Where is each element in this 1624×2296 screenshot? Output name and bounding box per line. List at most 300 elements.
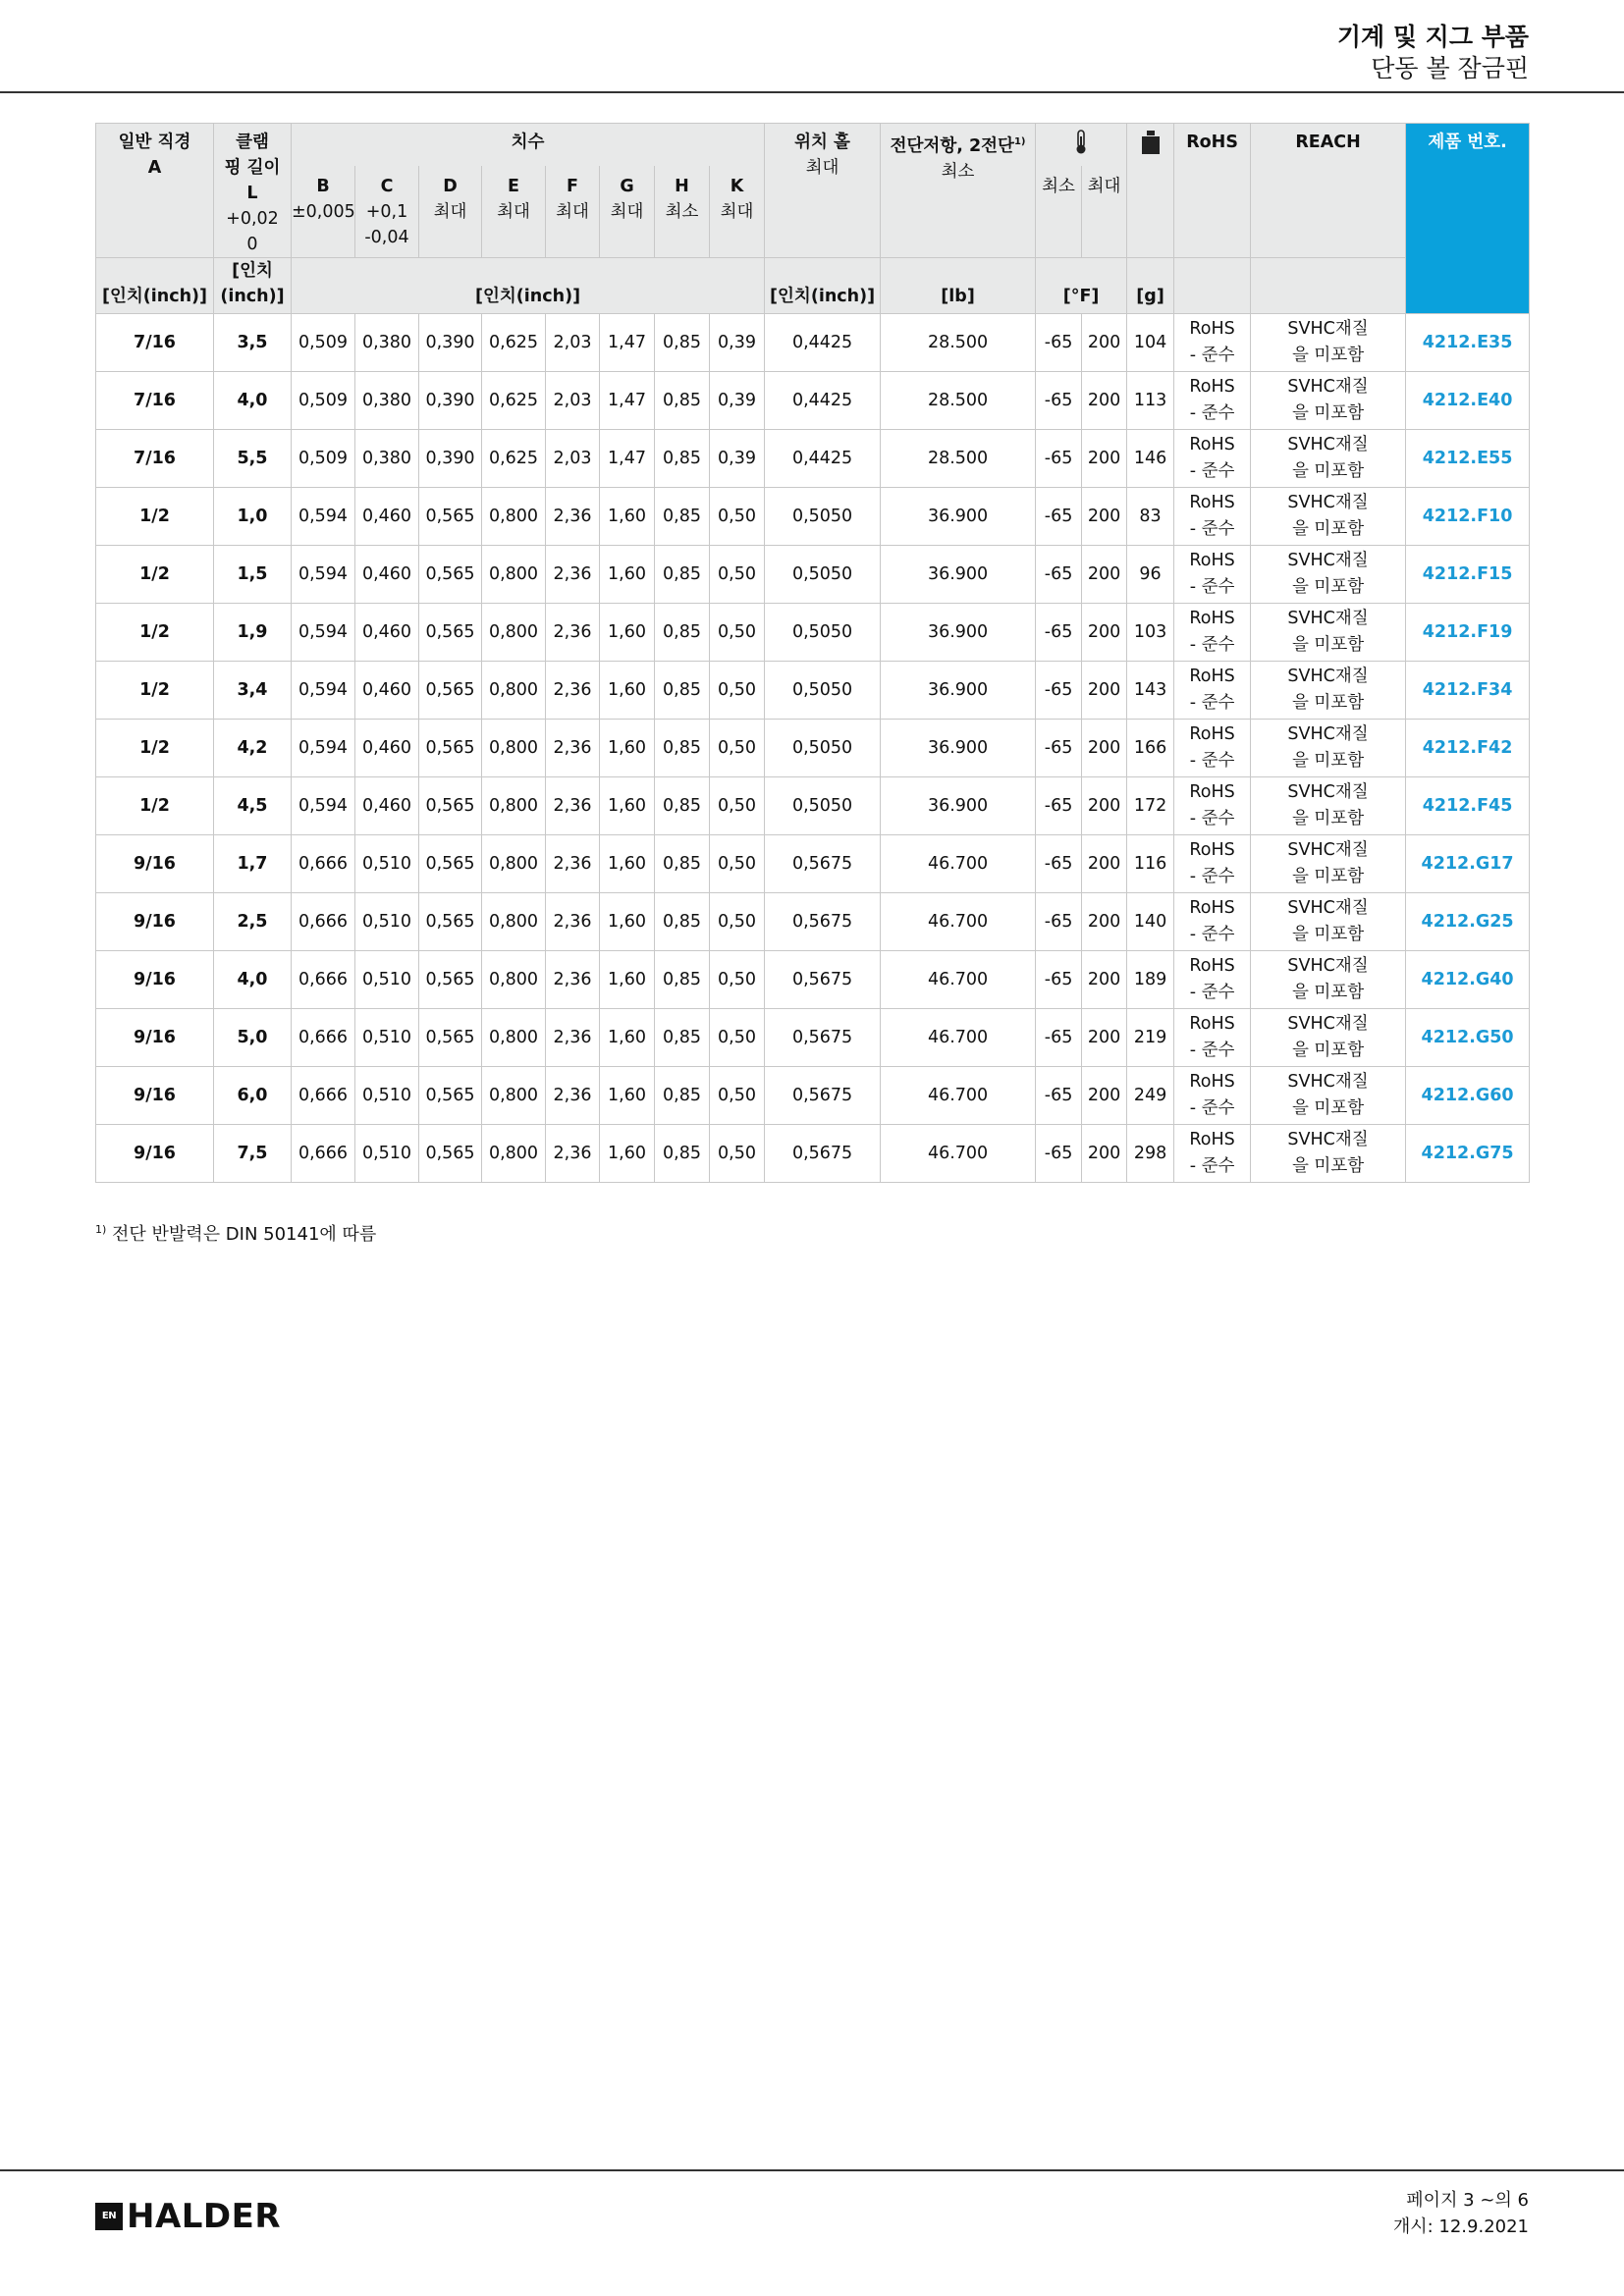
cell-shear-strength: 36.900 — [881, 604, 1036, 662]
cell-weight: 116 — [1127, 835, 1174, 893]
cell-temp-min: -65 — [1036, 604, 1082, 662]
cell-nominal-diameter: 9/16 — [96, 951, 214, 1009]
cell-weight: 143 — [1127, 662, 1174, 720]
cell-dim-h: 0,85 — [655, 951, 710, 1009]
cell-dim-g: 1,47 — [600, 314, 655, 372]
cell-dim-k: 0,50 — [710, 1125, 765, 1183]
cell-weight: 249 — [1127, 1067, 1174, 1125]
cell-rohs: RoHS - 준수 — [1174, 488, 1251, 546]
logo-text: HALDER — [127, 2197, 282, 2236]
cell-reach: SVHC재질 을 미포함 — [1251, 720, 1406, 777]
cell-dim-h: 0,85 — [655, 546, 710, 604]
cell-clamping-length: 6,0 — [214, 1067, 292, 1125]
cell-shear-strength: 46.700 — [881, 1009, 1036, 1067]
cell-clamping-length: 4,2 — [214, 720, 292, 777]
cell-dim-e: 0,800 — [482, 720, 546, 777]
cell-dim-h: 0,85 — [655, 372, 710, 430]
cell-rohs: RoHS - 준수 — [1174, 430, 1251, 488]
cell-temp-max: 200 — [1082, 720, 1127, 777]
cell-temp-max: 200 — [1082, 488, 1127, 546]
cell-dim-e: 0,800 — [482, 1067, 546, 1125]
cell-product-number[interactable]: 4212.G17 — [1406, 835, 1530, 893]
cell-rohs: RoHS - 준수 — [1174, 372, 1251, 430]
cell-dim-e: 0,800 — [482, 1125, 546, 1183]
cell-temp-max: 200 — [1082, 662, 1127, 720]
cell-dim-c: 0,510 — [355, 951, 419, 1009]
col-dim-f: F 최대 — [546, 166, 600, 257]
cell-reach: SVHC재질 을 미포함 — [1251, 662, 1406, 720]
cell-nominal-diameter: 1/2 — [96, 488, 214, 546]
cell-temp-max: 200 — [1082, 1067, 1127, 1125]
cell-reach: SVHC재질 을 미포함 — [1251, 777, 1406, 835]
table-row — [96, 720, 1530, 777]
cell-dim-b: 0,666 — [292, 835, 355, 893]
cell-dim-b: 0,594 — [292, 720, 355, 777]
cell-temp-min: -65 — [1036, 430, 1082, 488]
cell-dim-g: 1,60 — [600, 604, 655, 662]
cell-shear-strength: 46.700 — [881, 1067, 1036, 1125]
cell-temp-min: -65 — [1036, 314, 1082, 372]
cell-rohs: RoHS - 준수 — [1174, 662, 1251, 720]
cell-temp-min: -65 — [1036, 1125, 1082, 1183]
col-clamping-length: 클램 핑 길이 L +0,02 0 — [214, 124, 292, 258]
cell-dim-c: 0,460 — [355, 546, 419, 604]
cell-dim-g: 1,47 — [600, 430, 655, 488]
cell-position-hole: 0,4425 — [765, 430, 881, 488]
cell-dim-k: 0,50 — [710, 720, 765, 777]
cell-dim-h: 0,85 — [655, 314, 710, 372]
cell-dim-c: 0,460 — [355, 720, 419, 777]
cell-rohs: RoHS - 준수 — [1174, 1067, 1251, 1125]
cell-nominal-diameter: 9/16 — [96, 1009, 214, 1067]
cell-dim-c: 0,380 — [355, 372, 419, 430]
cell-dim-g: 1,60 — [600, 720, 655, 777]
col-rohs: RoHS — [1174, 124, 1251, 258]
cell-position-hole: 0,5050 — [765, 662, 881, 720]
table-row — [96, 314, 1530, 372]
cell-clamping-length: 7,5 — [214, 1125, 292, 1183]
cell-position-hole: 0,5675 — [765, 1125, 881, 1183]
col-shear-strength: 전단저항, 2전단$^{1)}$ 최소 — [881, 124, 1036, 258]
cell-weight: 104 — [1127, 314, 1174, 372]
cell-dim-h: 0,85 — [655, 835, 710, 893]
cell-nominal-diameter: 1/2 — [96, 777, 214, 835]
cell-dim-e: 0,800 — [482, 893, 546, 951]
cell-dim-c: 0,460 — [355, 604, 419, 662]
cell-reach: SVHC재질 을 미포함 — [1251, 951, 1406, 1009]
cell-position-hole: 0,5050 — [765, 720, 881, 777]
cell-clamping-length: 1,9 — [214, 604, 292, 662]
cell-temp-max: 200 — [1082, 951, 1127, 1009]
cell-clamping-length: 1,7 — [214, 835, 292, 893]
unit-weight: [g] — [1127, 258, 1174, 314]
table-row — [96, 488, 1530, 546]
cell-weight: 103 — [1127, 604, 1174, 662]
cell-dim-k: 0,50 — [710, 1067, 765, 1125]
cell-dim-k: 0,50 — [710, 546, 765, 604]
cell-dim-e: 0,625 — [482, 372, 546, 430]
cell-dim-f: 2,36 — [546, 1067, 600, 1125]
cell-clamping-length: 4,0 — [214, 951, 292, 1009]
cell-dim-d: 0,390 — [419, 430, 482, 488]
table-row — [96, 1067, 1530, 1125]
cell-temp-min: -65 — [1036, 1067, 1082, 1125]
cell-nominal-diameter: 1/2 — [96, 546, 214, 604]
cell-dim-h: 0,85 — [655, 1009, 710, 1067]
cell-dim-d: 0,565 — [419, 777, 482, 835]
cell-weight: 146 — [1127, 430, 1174, 488]
cell-dim-k: 0,50 — [710, 1009, 765, 1067]
cell-dim-b: 0,594 — [292, 662, 355, 720]
cell-dim-e: 0,800 — [482, 488, 546, 546]
cell-temp-min: -65 — [1036, 1009, 1082, 1067]
cell-dim-h: 0,85 — [655, 1125, 710, 1183]
cell-shear-strength: 36.900 — [881, 777, 1036, 835]
unit-reach — [1251, 258, 1406, 314]
cell-dim-f: 2,36 — [546, 546, 600, 604]
cell-temp-min: -65 — [1036, 951, 1082, 1009]
cell-dim-g: 1,60 — [600, 835, 655, 893]
cell-dim-f: 2,03 — [546, 372, 600, 430]
cell-dim-c: 0,460 — [355, 488, 419, 546]
cell-product-number[interactable]: 4212.G75 — [1406, 1125, 1530, 1183]
col-temp-max: 최대 — [1082, 166, 1127, 257]
cell-temp-max: 200 — [1082, 546, 1127, 604]
cell-dim-b: 0,509 — [292, 372, 355, 430]
cell-position-hole: 0,4425 — [765, 314, 881, 372]
cell-temp-max: 200 — [1082, 430, 1127, 488]
page-info — [1393, 2187, 1529, 2240]
cell-shear-strength: 28.500 — [881, 430, 1036, 488]
cell-dim-b: 0,594 — [292, 546, 355, 604]
cell-temp-max: 200 — [1082, 604, 1127, 662]
cell-temp-min: -65 — [1036, 546, 1082, 604]
cell-rohs: RoHS - 준수 — [1174, 1009, 1251, 1067]
cell-temp-min: -65 — [1036, 372, 1082, 430]
cell-dim-g: 1,60 — [600, 662, 655, 720]
cell-dim-c: 0,460 — [355, 662, 419, 720]
cell-clamping-length: 1,5 — [214, 546, 292, 604]
cell-dim-f: 2,36 — [546, 1009, 600, 1067]
table-row — [96, 1125, 1530, 1183]
cell-rohs: RoHS - 준수 — [1174, 720, 1251, 777]
cell-shear-strength: 46.700 — [881, 1125, 1036, 1183]
cell-reach: SVHC재질 을 미포함 — [1251, 314, 1406, 372]
cell-dim-h: 0,85 — [655, 662, 710, 720]
cell-dim-h: 0,85 — [655, 488, 710, 546]
cell-dim-g: 1,60 — [600, 951, 655, 1009]
col-temp-min: 최소 — [1036, 166, 1082, 257]
table-row — [96, 546, 1530, 604]
cell-temp-max: 200 — [1082, 1009, 1127, 1067]
cell-position-hole: 0,5675 — [765, 893, 881, 951]
cell-dim-d: 0,565 — [419, 604, 482, 662]
cell-dim-c: 0,510 — [355, 893, 419, 951]
cell-dim-c: 0,510 — [355, 1009, 419, 1067]
cell-dim-d: 0,565 — [419, 1125, 482, 1183]
cell-dim-k: 0,50 — [710, 662, 765, 720]
cell-rohs: RoHS - 준수 — [1174, 314, 1251, 372]
weight-icon — [1140, 130, 1162, 155]
table-row — [96, 372, 1530, 430]
col-reach: REACH — [1251, 124, 1406, 258]
cell-dim-c: 0,460 — [355, 777, 419, 835]
cell-dim-d: 0,390 — [419, 314, 482, 372]
cell-dim-d: 0,565 — [419, 720, 482, 777]
cell-dim-e: 0,800 — [482, 546, 546, 604]
cell-nominal-diameter: 9/16 — [96, 1125, 214, 1183]
cell-clamping-length: 4,0 — [214, 372, 292, 430]
cell-weight: 83 — [1127, 488, 1174, 546]
cell-dim-k: 0,50 — [710, 488, 765, 546]
cell-dim-g: 1,60 — [600, 777, 655, 835]
col-dim-e: E 최대 — [482, 166, 546, 257]
cell-dim-f: 2,36 — [546, 662, 600, 720]
cell-dim-e: 0,800 — [482, 662, 546, 720]
cell-dim-d: 0,565 — [419, 893, 482, 951]
cell-dim-g: 1,47 — [600, 372, 655, 430]
cell-shear-strength: 36.900 — [881, 720, 1036, 777]
cell-rohs: RoHS - 준수 — [1174, 893, 1251, 951]
footer-divider — [0, 2169, 1624, 2171]
cell-reach: SVHC재질 을 미포함 — [1251, 430, 1406, 488]
unit-shear: [lb] — [881, 258, 1036, 314]
cell-temp-max: 200 — [1082, 835, 1127, 893]
cell-rohs: RoHS - 준수 — [1174, 951, 1251, 1009]
logo-mark: EN — [95, 2203, 123, 2230]
table-row — [96, 893, 1530, 951]
thermometer-icon — [1073, 130, 1089, 155]
cell-dim-c: 0,510 — [355, 1067, 419, 1125]
cell-dim-k: 0,39 — [710, 314, 765, 372]
cell-dim-k: 0,39 — [710, 372, 765, 430]
cell-nominal-diameter: 1/2 — [96, 662, 214, 720]
cell-position-hole: 0,5675 — [765, 835, 881, 893]
cell-dim-f: 2,36 — [546, 951, 600, 1009]
cell-dim-f: 2,36 — [546, 777, 600, 835]
cell-product-number[interactable]: 4212.G25 — [1406, 893, 1530, 951]
cell-clamping-length: 1,0 — [214, 488, 292, 546]
cell-reach: SVHC재질 을 미포함 — [1251, 893, 1406, 951]
cell-nominal-diameter: 9/16 — [96, 835, 214, 893]
cell-dim-k: 0,50 — [710, 951, 765, 1009]
cell-position-hole: 0,5675 — [765, 1009, 881, 1067]
cell-temp-min: -65 — [1036, 893, 1082, 951]
cell-nominal-diameter: 7/16 — [96, 430, 214, 488]
cell-dim-f: 2,03 — [546, 314, 600, 372]
cell-reach: SVHC재질 을 미포함 — [1251, 835, 1406, 893]
cell-reach: SVHC재질 을 미포함 — [1251, 1125, 1406, 1183]
cell-dim-k: 0,50 — [710, 835, 765, 893]
cell-nominal-diameter: 1/2 — [96, 604, 214, 662]
header-divider — [0, 91, 1624, 93]
cell-clamping-length: 2,5 — [214, 893, 292, 951]
cell-weight: 189 — [1127, 951, 1174, 1009]
cell-dim-b: 0,666 — [292, 1067, 355, 1125]
cell-position-hole: 0,5050 — [765, 604, 881, 662]
cell-reach: SVHC재질 을 미포함 — [1251, 488, 1406, 546]
cell-reach: SVHC재질 을 미포함 — [1251, 546, 1406, 604]
cell-weight: 219 — [1127, 1009, 1174, 1067]
cell-product-number[interactable]: 4212.F34 — [1406, 662, 1530, 720]
col-dim-g: G 최대 — [600, 166, 655, 257]
cell-clamping-length: 3,5 — [214, 314, 292, 372]
cell-nominal-diameter: 1/2 — [96, 720, 214, 777]
cell-dim-d: 0,565 — [419, 546, 482, 604]
cell-shear-strength: 46.700 — [881, 893, 1036, 951]
cell-dim-e: 0,800 — [482, 777, 546, 835]
page-header — [1337, 22, 1529, 84]
cell-temp-min: -65 — [1036, 835, 1082, 893]
unit-rohs — [1174, 258, 1251, 314]
cell-dim-f: 2,03 — [546, 430, 600, 488]
cell-weight: 166 — [1127, 720, 1174, 777]
cell-nominal-diameter: 9/16 — [96, 893, 214, 951]
cell-temp-min: -65 — [1036, 777, 1082, 835]
col-temperature — [1036, 124, 1127, 167]
cell-dim-h: 0,85 — [655, 893, 710, 951]
cell-dim-e: 0,800 — [482, 835, 546, 893]
cell-position-hole: 0,5050 — [765, 546, 881, 604]
cell-shear-strength: 36.900 — [881, 546, 1036, 604]
cell-position-hole: 0,4425 — [765, 372, 881, 430]
cell-clamping-length: 5,5 — [214, 430, 292, 488]
cell-position-hole: 0,5050 — [765, 777, 881, 835]
cell-dim-d: 0,390 — [419, 372, 482, 430]
cell-weight: 298 — [1127, 1125, 1174, 1183]
cell-dim-b: 0,594 — [292, 604, 355, 662]
cell-dim-e: 0,800 — [482, 1009, 546, 1067]
table-row — [96, 777, 1530, 835]
cell-dim-c: 0,510 — [355, 835, 419, 893]
page-number: 페이지 3 ~의 6 — [1406, 2190, 1529, 2211]
cell-temp-max: 200 — [1082, 314, 1127, 372]
cell-position-hole: 0,5675 — [765, 1067, 881, 1125]
cell-dim-f: 2,36 — [546, 835, 600, 893]
cell-clamping-length: 3,4 — [214, 662, 292, 720]
cell-weight: 172 — [1127, 777, 1174, 835]
cell-dim-e: 0,625 — [482, 314, 546, 372]
col-weight — [1127, 124, 1174, 258]
cell-rohs: RoHS - 준수 — [1174, 546, 1251, 604]
cell-dim-d: 0,565 — [419, 951, 482, 1009]
cell-dim-f: 2,36 — [546, 488, 600, 546]
col-dimensions-group: 치수 — [292, 124, 765, 167]
col-dim-b: B ±0,005 — [292, 166, 355, 257]
cell-dim-d: 0,565 — [419, 1009, 482, 1067]
cell-dim-g: 1,60 — [600, 1067, 655, 1125]
cell-dim-b: 0,594 — [292, 777, 355, 835]
cell-shear-strength: 28.500 — [881, 372, 1036, 430]
cell-dim-g: 1,60 — [600, 546, 655, 604]
cell-dim-f: 2,36 — [546, 1125, 600, 1183]
cell-product-number[interactable]: 4212.G50 — [1406, 1009, 1530, 1067]
cell-dim-e: 0,625 — [482, 430, 546, 488]
cell-weight: 96 — [1127, 546, 1174, 604]
cell-nominal-diameter: 7/16 — [96, 372, 214, 430]
cell-dim-h: 0,85 — [655, 720, 710, 777]
cell-dim-b: 0,666 — [292, 1009, 355, 1067]
cell-dim-h: 0,85 — [655, 604, 710, 662]
cell-dim-c: 0,380 — [355, 314, 419, 372]
col-position-hole: 위치 홀 최대 — [765, 124, 881, 258]
cell-reach: SVHC재질 을 미포함 — [1251, 372, 1406, 430]
cell-product-number[interactable]: 4212.E35 — [1406, 314, 1530, 372]
cell-dim-f: 2,36 — [546, 604, 600, 662]
cell-product-number[interactable]: 4212.E55 — [1406, 430, 1530, 488]
cell-shear-strength: 46.700 — [881, 951, 1036, 1009]
table-row — [96, 1009, 1530, 1067]
cell-dim-g: 1,60 — [600, 488, 655, 546]
table-row — [96, 835, 1530, 893]
cell-dim-e: 0,800 — [482, 604, 546, 662]
cell-shear-strength: 28.500 — [881, 314, 1036, 372]
table-row — [96, 662, 1530, 720]
cell-product-number[interactable]: 4212.E40 — [1406, 372, 1530, 430]
cell-dim-g: 1,60 — [600, 1125, 655, 1183]
cell-dim-b: 0,509 — [292, 430, 355, 488]
cell-dim-g: 1,60 — [600, 893, 655, 951]
cell-product-number[interactable]: 4212.F42 — [1406, 720, 1530, 777]
cell-shear-strength: 36.900 — [881, 488, 1036, 546]
cell-product-number[interactable]: 4212.F15 — [1406, 546, 1530, 604]
cell-temp-min: -65 — [1036, 662, 1082, 720]
cell-rohs: RoHS - 준수 — [1174, 604, 1251, 662]
cell-product-number[interactable]: 4212.F19 — [1406, 604, 1530, 662]
cell-dim-b: 0,594 — [292, 488, 355, 546]
cell-dim-k: 0,50 — [710, 893, 765, 951]
spec-table — [95, 123, 1530, 1183]
header-subtitle: 단동 볼 잠금핀 — [1371, 54, 1529, 82]
unit-position-hole: [인치(inch)] — [765, 258, 881, 314]
cell-dim-d: 0,565 — [419, 835, 482, 893]
cell-dim-b: 0,666 — [292, 1125, 355, 1183]
header-title: 기계 및 지그 부품 — [1336, 23, 1529, 51]
cell-product-number[interactable]: 4212.F10 — [1406, 488, 1530, 546]
cell-product-number[interactable]: 4212.F45 — [1406, 777, 1530, 835]
cell-position-hole: 0,5050 — [765, 488, 881, 546]
cell-dim-c: 0,380 — [355, 430, 419, 488]
cell-dim-d: 0,565 — [419, 662, 482, 720]
cell-dim-e: 0,800 — [482, 951, 546, 1009]
cell-dim-d: 0,565 — [419, 488, 482, 546]
cell-product-number[interactable]: 4212.G40 — [1406, 951, 1530, 1009]
cell-nominal-diameter: 9/16 — [96, 1067, 214, 1125]
col-dim-k: K 최대 — [710, 166, 765, 257]
col-nominal-diameter: 일반 직경 A — [96, 124, 214, 258]
cell-dim-c: 0,510 — [355, 1125, 419, 1183]
cell-weight: 140 — [1127, 893, 1174, 951]
cell-clamping-length: 4,5 — [214, 777, 292, 835]
cell-product-number[interactable]: 4212.G60 — [1406, 1067, 1530, 1125]
table-row — [96, 604, 1530, 662]
cell-shear-strength: 46.700 — [881, 835, 1036, 893]
cell-temp-max: 200 — [1082, 777, 1127, 835]
col-dim-c: C +0,1 -0,04 — [355, 166, 419, 257]
cell-dim-b: 0,666 — [292, 951, 355, 1009]
cell-reach: SVHC재질 을 미포함 — [1251, 1067, 1406, 1125]
cell-dim-k: 0,50 — [710, 604, 765, 662]
cell-shear-strength: 36.900 — [881, 662, 1036, 720]
unit-temperature: [°F] — [1036, 258, 1127, 314]
col-dim-h: H 최소 — [655, 166, 710, 257]
cell-dim-b: 0,666 — [292, 893, 355, 951]
cell-position-hole: 0,5675 — [765, 951, 881, 1009]
cell-dim-b: 0,509 — [292, 314, 355, 372]
col-dim-d: D 최대 — [419, 166, 482, 257]
cell-temp-max: 200 — [1082, 372, 1127, 430]
cell-clamping-length: 5,0 — [214, 1009, 292, 1067]
